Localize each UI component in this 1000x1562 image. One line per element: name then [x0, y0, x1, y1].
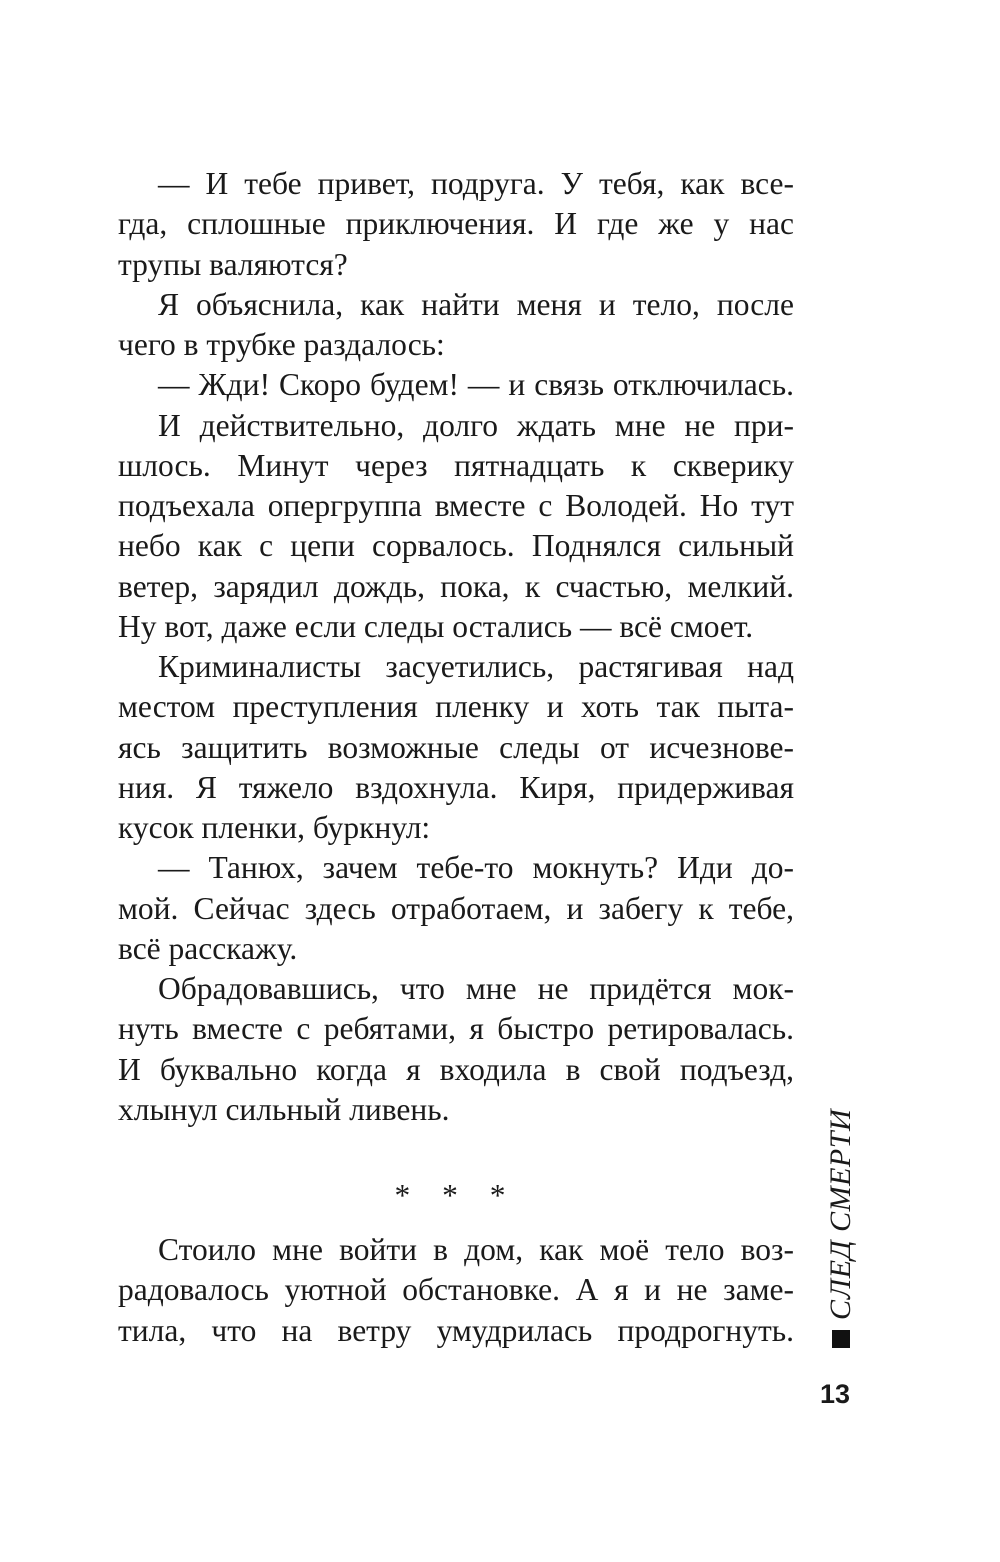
- text-line: гда, сплошные приключения. И где же у нас: [118, 206, 794, 242]
- text-line: — Танюх, зачем тебе-то мокнуть? Иди до-: [158, 850, 794, 886]
- text-line: Обрадовавшись, что мне не придётся мок-: [158, 971, 794, 1006]
- text-line: ясь защитить возможные следы от исчезнове-: [118, 729, 794, 765]
- text-line: ния. Я тяжело вздохнула. Киря, придерживая: [118, 769, 794, 805]
- text-line: ветер, зарядил дождь, пока, к счастью, мелкий.: [118, 568, 794, 604]
- text-line: трупы валяются?: [118, 246, 348, 282]
- text-line: — Жди! Скоро будем! — и связь отключилась.: [158, 367, 794, 403]
- text-line: всё расскажу.: [118, 930, 298, 966]
- text-line: Стоило мне войти в дом, как моё тело воз-: [158, 1232, 794, 1267]
- text-line: местом преступления пленку и хоть так пыта-: [118, 689, 794, 725]
- text-line: Я объяснила, как найти меня и тело, после: [158, 286, 794, 322]
- body-text-top: [118, 164, 794, 1130]
- text-line: И действительно, долго ждать мне не при-: [158, 407, 794, 443]
- text-line: небо как с цепи сорвалось. Поднялся сильный: [118, 528, 794, 564]
- running-head-square-icon: [832, 1330, 850, 1348]
- text-line: тила, что на ветру умудрилась продрогнуть.: [118, 1312, 794, 1348]
- text-line: хлынул сильный ливень.: [118, 1091, 450, 1127]
- section-separator: * * *: [394, 1178, 518, 1213]
- text-line: — И тебе привет, подруга. У тебя, как все-: [158, 166, 794, 201]
- page-number: 13: [819, 1379, 851, 1409]
- text-line: мой. Сейчас здесь отработаем, и забегу к тебе,: [118, 890, 794, 926]
- text-line: Ну вот, даже если следы остались — всё смоет.: [118, 608, 754, 644]
- text-line: кусок пленки, буркнул:: [118, 810, 431, 845]
- text-line: шлось. Минут через пятнадцать к скверику: [118, 447, 794, 483]
- text-line: И буквально когда я входила в свой подъезд,: [118, 1051, 794, 1087]
- text-line: нуть вместе с ребятами, я быстро ретировалась.: [118, 1011, 794, 1047]
- text-line: радовалось уютной обстановке. А я и не заме-: [118, 1272, 794, 1308]
- running-head-title: СЛЕД СМЕРТИ: [824, 1108, 857, 1320]
- text-line: чего в трубке раздалось:: [118, 327, 445, 362]
- body-text-bottom: [118, 1230, 794, 1351]
- running-head: [823, 1108, 859, 1350]
- text-line: подъехала опергруппа вместе с Володей. Но тут: [118, 488, 794, 523]
- text-line: Криминалисты засуетились, растягивая над: [158, 649, 794, 684]
